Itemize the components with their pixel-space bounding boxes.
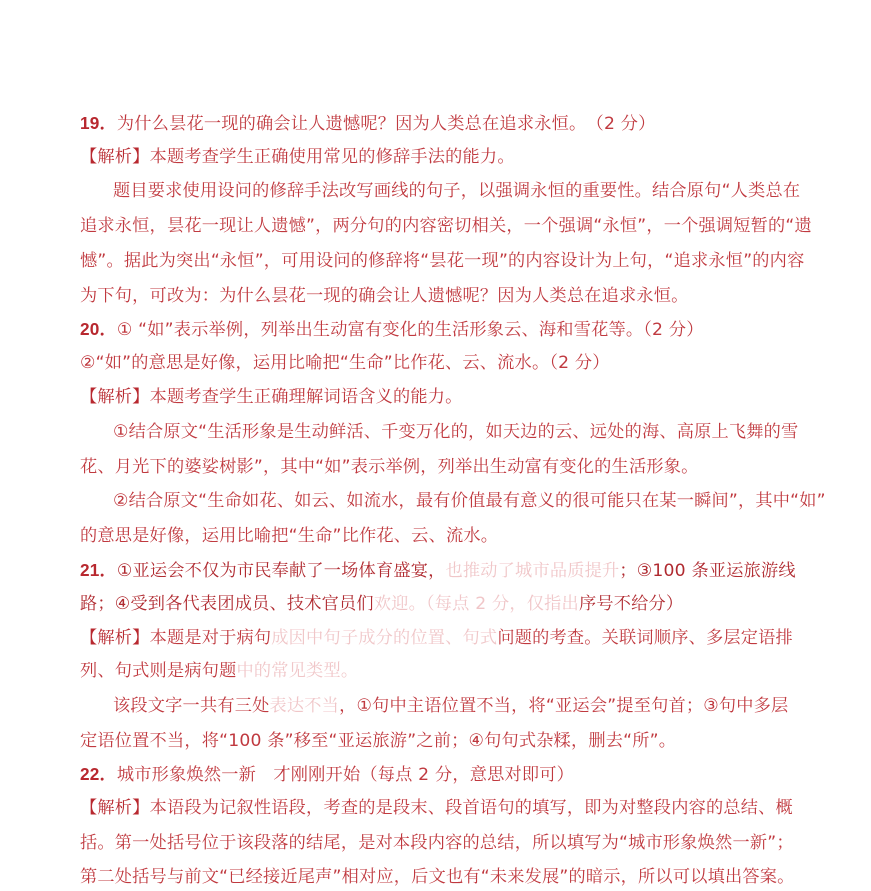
q22-analysis-line: 括。第一处括号位于该段落的结尾，是对本段内容的总结，所以填写为“城市形象焕然一新”； (80, 833, 794, 853)
q19-analysis-line (80, 146, 800, 168)
q21-analysis-part: 问题的考查。关联词顺序、多层定语排 (497, 628, 793, 648)
q20-para-line: ①结合原文“生活形象是生动鲜活、千变万化的，如天边的云、远处的海、高原上飞舞的雪 (113, 422, 799, 442)
q22-answer-line (80, 763, 800, 786)
q20-para-line: ②结合原文“生命如花、如云、如流水，最有价值最有意义的很可能只在某一瞬间”，其中“如” (113, 491, 826, 511)
q21-para-part: ，①句中主语位置不当，将“亚运会”提至句首；③句中多层 (339, 696, 789, 716)
q21-faded-text: 也推动了城市品质提升 (445, 561, 620, 581)
q20-analysis-line (80, 386, 800, 408)
q21-analysis-line (80, 627, 800, 649)
q20-number: 20． (80, 319, 117, 339)
q21-answer-part: 路；④受到各代表团成员、技术官员们 (80, 594, 374, 614)
q21-faded-text: 中的常见类型。 (236, 661, 359, 681)
q19-analysis-intro: 本题考查学生正确使用常见的修辞手法的能力。 (149, 147, 515, 167)
q20-answer-line-2: ②“如”的意思是好像，运用比喻把“生命”比作花、云、流水。（2 分） (80, 353, 610, 373)
q21-para-line: 定语位置不当，将“100 条”移至“亚运旅游”之前；④句句式杂糅，删去“所”。 (80, 731, 677, 751)
analysis-tag: 【解析】 (80, 798, 150, 818)
q22-analysis-text: 本语段为记叙性语段，考查的是段末、段首语句的填写，即为对整段内容的总结、概 (149, 798, 793, 818)
q20-answer-line-1 (80, 318, 800, 341)
q21-answer-part: ①亚运会不仅为市民奉献了一场体育盛宴， (116, 561, 446, 581)
q21-answer-part: ；③100 条亚运旅游线 (619, 561, 796, 581)
q21-analysis-line-2 (80, 660, 800, 682)
q22-analysis-line (80, 797, 800, 819)
q19-answer: 为什么昙花一现的确会让人遗憾呢？因为人类总在追求永恒。 （2 分） (116, 114, 656, 134)
analysis-tag: 【解析】 (80, 628, 150, 648)
q21-analysis-part: 本题是对于病句 (149, 628, 272, 648)
analysis-tag: 【解析】 (80, 147, 150, 167)
analysis-tag: 【解析】 (80, 387, 150, 407)
q19-answer-line (80, 112, 800, 135)
q20-analysis-intro: 本题考查学生正确理解词语含义的能力。 (149, 387, 463, 407)
q19-para-line: 追求永恒，昙花一现让人遗憾”，两分句的内容密切相关，一个强调“永恒”，一个强调短暂的“遗 (80, 216, 812, 236)
q21-faded-text: 表达不当 (269, 696, 340, 716)
q21-para-line (113, 695, 833, 717)
q21-faded-text: 欢迎。（每点 2 分，仅指出 (373, 594, 579, 614)
q21-answer-line-1 (80, 559, 800, 582)
q19-para-line: 憾”。据此为突出“永恒”，可用设问的修辞将“昙花一现”的内容设计为上句，“追求永恒”的内容 (80, 251, 805, 271)
q22-analysis-line: 第二处括号与前文“已经接近尾声”相对应，后文也有“未来发展”的暗示，所以可以填出答案。 (80, 867, 795, 887)
q21-analysis-part: 列、句式则是病句题 (80, 661, 237, 681)
q20-para-line: 的意思是好像，运用比喻把“生命”比作花、云、流水。 (80, 526, 499, 546)
q22-answer: 城市形象焕然一新 才刚刚开始（每点 2 分，意思对即可） (116, 765, 575, 785)
q21-faded-text: 成因中句子成分的位置、句式 (271, 628, 498, 648)
q20-answer-1: ① “如”表示举例，列举出生动富有变化的生活形象云、海和雪花等。（2 分） (116, 320, 704, 340)
q20-para-line: 花、月光下的婆娑树影”，其中“如”表示举例，列举出生动富有变化的生活形象。 (80, 457, 699, 477)
q21-para-part: 该段文字一共有三处 (113, 696, 270, 716)
q21-answer-part: 序号不给分） (578, 594, 684, 614)
q21-number: 21． (80, 560, 117, 580)
q21-answer-line-2 (80, 593, 800, 615)
q19-para-line: 题目要求使用设问的修辞手法改写画线的句子，以强调永恒的重要性。结合原句“人类总在 (113, 181, 801, 201)
q19-number: 19． (80, 113, 117, 133)
q22-number: 22． (80, 764, 117, 784)
q19-para-line: 为下句，可改为：为什么昙花一现的确会让人遗憾呢？因为人类总在追求永恒。 (80, 286, 689, 306)
